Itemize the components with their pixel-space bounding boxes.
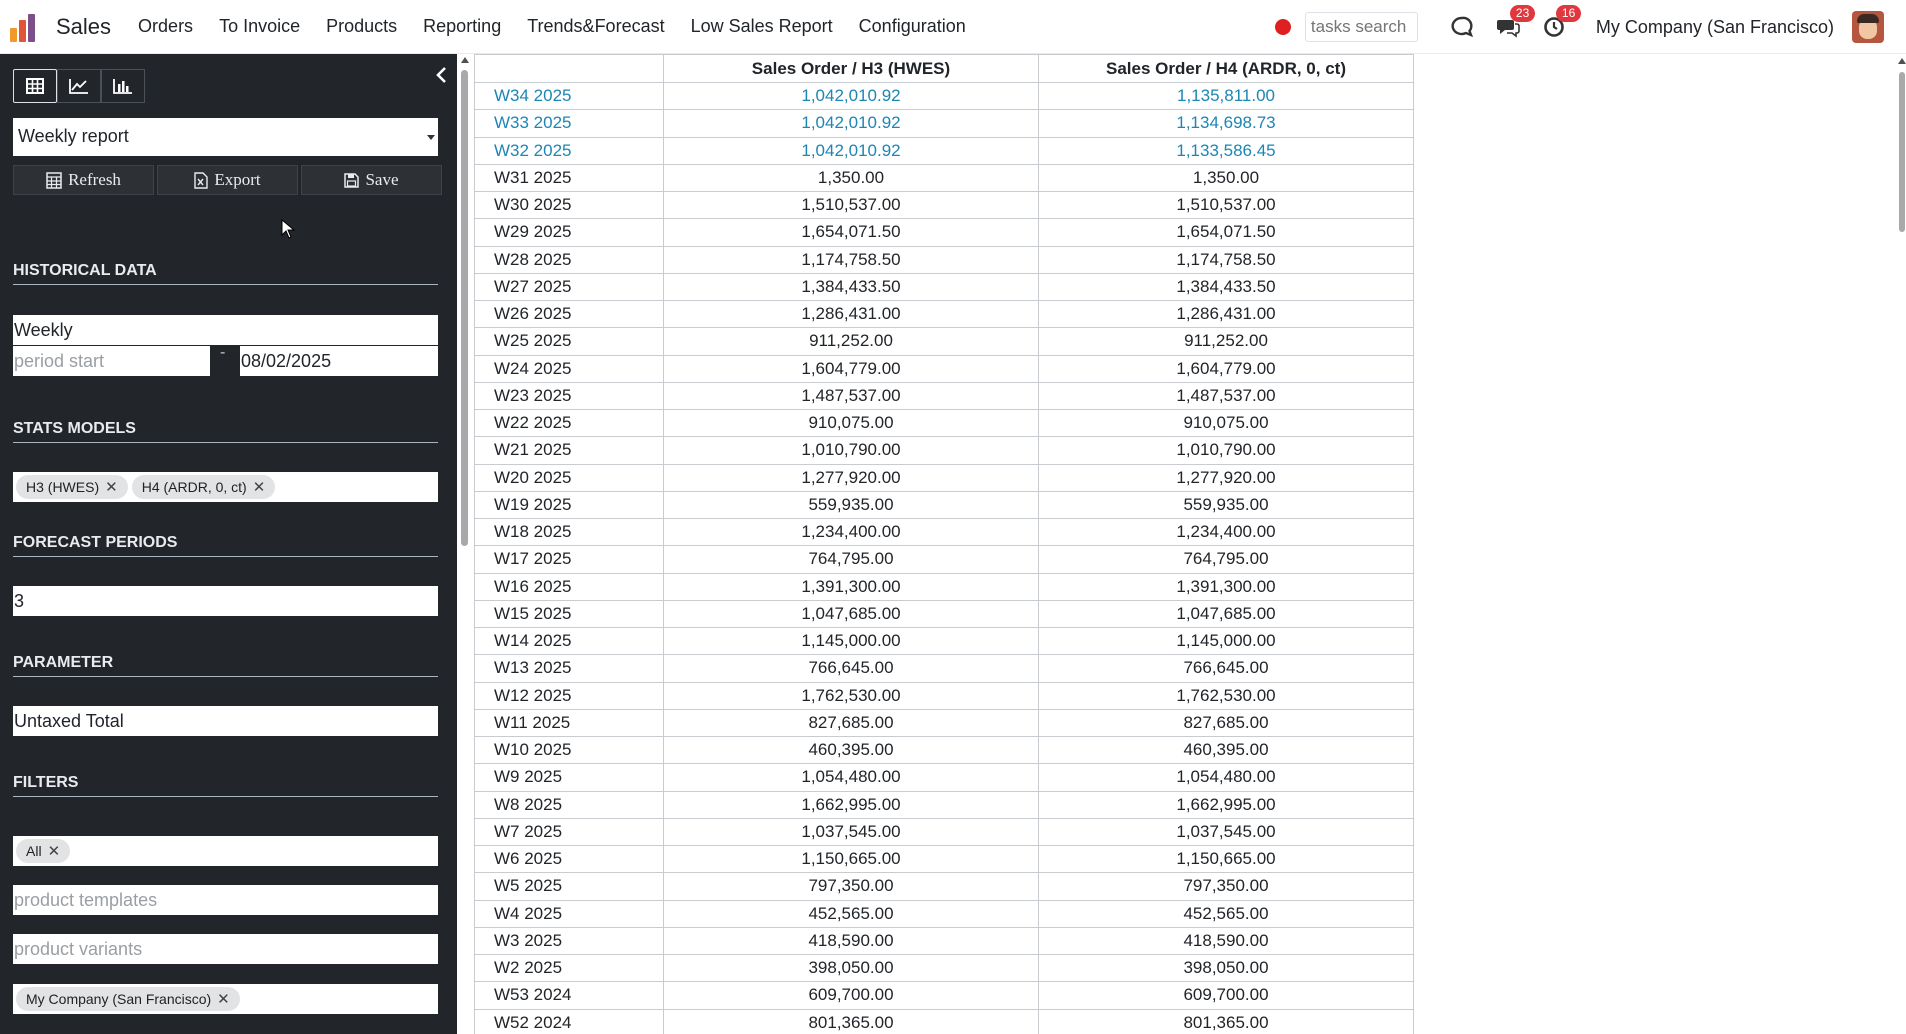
period-end-input[interactable]: 08/02/2025 bbox=[240, 346, 438, 376]
messages-count-badge: 23 bbox=[1510, 5, 1535, 22]
h3-value-cell: 1,042,010.92 bbox=[664, 137, 1039, 164]
bar-chart-icon bbox=[113, 78, 133, 94]
h3-value-cell: 1,662,995.00 bbox=[664, 791, 1039, 818]
table-view-button[interactable] bbox=[13, 69, 57, 103]
column-header-h3[interactable]: Sales Order / H3 (HWES) bbox=[664, 55, 1039, 83]
h3-value-cell: 1,042,010.92 bbox=[664, 83, 1039, 110]
table-row[interactable] bbox=[475, 192, 1414, 219]
table-row[interactable] bbox=[475, 737, 1414, 764]
page-scrollbar[interactable] bbox=[1898, 54, 1906, 1034]
h3-value-cell: 452,565.00 bbox=[664, 900, 1039, 927]
menu-reporting[interactable]: Reporting bbox=[423, 16, 502, 36]
h4-value-cell: 1,174,758.50 bbox=[1039, 246, 1414, 273]
report-sidebar bbox=[0, 54, 457, 1034]
table-row[interactable] bbox=[475, 791, 1414, 818]
table-row[interactable] bbox=[475, 519, 1414, 546]
period-cell: W14 2025 bbox=[475, 628, 664, 655]
h3-value-cell: 910,075.00 bbox=[664, 410, 1039, 437]
h3-value-cell: 398,050.00 bbox=[664, 955, 1039, 982]
h4-value-cell: 1,145,000.00 bbox=[1039, 628, 1414, 655]
table-icon bbox=[26, 78, 44, 94]
menu-products[interactable]: Products bbox=[326, 16, 398, 36]
h3-value-cell: 559,935.00 bbox=[664, 491, 1039, 518]
table-row[interactable] bbox=[475, 628, 1414, 655]
table-row[interactable] bbox=[475, 955, 1414, 982]
messages-icon[interactable] bbox=[1494, 6, 1530, 41]
h4-value-cell: 1,487,537.00 bbox=[1039, 382, 1414, 409]
h4-value-cell: 1,762,530.00 bbox=[1039, 682, 1414, 709]
period-cell: W32 2025 bbox=[475, 137, 664, 164]
report-select-value: Weekly report bbox=[18, 126, 129, 146]
h3-value-cell: 911,252.00 bbox=[664, 328, 1039, 355]
period-cell: W15 2025 bbox=[475, 600, 664, 627]
table-row[interactable] bbox=[475, 709, 1414, 736]
period-cell: W28 2025 bbox=[475, 246, 664, 273]
save-label: Save bbox=[365, 170, 399, 189]
remove-tag-icon[interactable]: ✕ bbox=[47, 843, 61, 860]
table-row[interactable] bbox=[475, 83, 1414, 110]
h4-value-cell: 452,565.00 bbox=[1039, 900, 1414, 927]
period-cell: W20 2025 bbox=[475, 464, 664, 491]
h4-value-cell: 801,365.00 bbox=[1039, 1009, 1414, 1034]
period-cell: W53 2024 bbox=[475, 982, 664, 1009]
forecast-table bbox=[474, 54, 1414, 1034]
view-switcher bbox=[13, 69, 145, 103]
table-row[interactable] bbox=[475, 573, 1414, 600]
period-cell: W6 2025 bbox=[475, 846, 664, 873]
table-row[interactable] bbox=[475, 137, 1414, 164]
period-cell: W52 2024 bbox=[475, 1009, 664, 1034]
h4-value-cell: 1,277,920.00 bbox=[1039, 464, 1414, 491]
filters-heading: FILTERS bbox=[13, 774, 438, 797]
h4-value-cell: 1,391,300.00 bbox=[1039, 573, 1414, 600]
page-scrollbar-thumb[interactable] bbox=[1899, 72, 1905, 232]
h4-value-cell: 827,685.00 bbox=[1039, 709, 1414, 736]
period-cell: W26 2025 bbox=[475, 301, 664, 328]
menu-to-invoice[interactable]: To Invoice bbox=[219, 16, 301, 36]
table-row[interactable] bbox=[475, 410, 1414, 437]
h4-value-cell: 1,037,545.00 bbox=[1039, 818, 1414, 845]
table-row[interactable] bbox=[475, 246, 1414, 273]
period-cell: W10 2025 bbox=[475, 737, 664, 764]
user-avatar[interactable] bbox=[1852, 11, 1884, 43]
filter-tags-field[interactable] bbox=[13, 836, 438, 866]
period-cell: W16 2025 bbox=[475, 573, 664, 600]
table-row[interactable] bbox=[475, 110, 1414, 137]
h4-value-cell: 1,054,480.00 bbox=[1039, 764, 1414, 791]
h3-value-cell: 1,277,920.00 bbox=[664, 464, 1039, 491]
table-row[interactable] bbox=[475, 301, 1414, 328]
chevron-down-icon bbox=[427, 135, 435, 140]
remove-tag-icon[interactable]: ✕ bbox=[105, 479, 118, 496]
company-tag-label: My Company (San Francisco) bbox=[26, 991, 212, 1007]
h3-value-cell: 1,604,779.00 bbox=[664, 355, 1039, 382]
h3-value-cell: 1,510,537.00 bbox=[664, 192, 1039, 219]
model-tag-label: H4 (ARDR, 0, ct) bbox=[141, 479, 247, 495]
menu-trends-forecast[interactable]: Trends&Forecast bbox=[527, 16, 665, 36]
collapse-sidebar-icon[interactable] bbox=[434, 66, 450, 86]
table-row[interactable] bbox=[475, 764, 1414, 791]
period-cell: W12 2025 bbox=[475, 682, 664, 709]
h3-value-cell: 1,037,545.00 bbox=[664, 818, 1039, 845]
export-label: Export bbox=[214, 170, 261, 189]
h4-value-cell: 1,135,811.00 bbox=[1039, 83, 1414, 110]
filter-tag bbox=[16, 839, 70, 863]
tasks-search-input[interactable] bbox=[1305, 12, 1418, 42]
h4-value-cell: 766,645.00 bbox=[1039, 655, 1414, 682]
filter-tag-label: All bbox=[26, 843, 42, 859]
calculator-icon bbox=[46, 172, 62, 189]
app-name[interactable]: Sales bbox=[56, 13, 112, 39]
activity-clock-icon[interactable] bbox=[1540, 6, 1576, 41]
line-chart-icon bbox=[69, 78, 89, 94]
column-header-period bbox=[475, 55, 664, 83]
model-tag bbox=[16, 475, 128, 499]
h4-value-cell: 559,935.00 bbox=[1039, 491, 1414, 518]
table-row[interactable] bbox=[475, 491, 1414, 518]
h3-value-cell: 418,590.00 bbox=[664, 927, 1039, 954]
h4-value-cell: 1,150,665.00 bbox=[1039, 846, 1414, 873]
h4-value-cell: 1,134,698.73 bbox=[1039, 110, 1414, 137]
model-tag-label: H3 (HWES) bbox=[26, 479, 100, 495]
h3-value-cell: 1,286,431.00 bbox=[664, 301, 1039, 328]
h4-value-cell: 1,384,433.50 bbox=[1039, 273, 1414, 300]
h3-value-cell: 764,795.00 bbox=[664, 546, 1039, 573]
table-row[interactable] bbox=[475, 818, 1414, 845]
h4-value-cell: 1,510,537.00 bbox=[1039, 192, 1414, 219]
scroll-up-arrow-icon[interactable] bbox=[1898, 58, 1906, 64]
mouse-cursor-icon bbox=[281, 219, 295, 239]
h3-value-cell: 1,234,400.00 bbox=[664, 519, 1039, 546]
h3-value-cell: 801,365.00 bbox=[664, 1009, 1039, 1034]
company-tag bbox=[16, 987, 240, 1011]
h4-value-cell: 609,700.00 bbox=[1039, 982, 1414, 1009]
table-row[interactable] bbox=[475, 437, 1414, 464]
h3-value-cell: 1,762,530.00 bbox=[664, 682, 1039, 709]
refresh-button[interactable] bbox=[13, 165, 154, 195]
period-cell: W30 2025 bbox=[475, 192, 664, 219]
h3-value-cell: 1,174,758.50 bbox=[664, 246, 1039, 273]
h3-value-cell: 1,384,433.50 bbox=[664, 273, 1039, 300]
period-cell: W9 2025 bbox=[475, 764, 664, 791]
period-cell: W3 2025 bbox=[475, 927, 664, 954]
table-row[interactable] bbox=[475, 164, 1414, 191]
table-row[interactable] bbox=[475, 846, 1414, 873]
table-row[interactable] bbox=[475, 273, 1414, 300]
period-cell: W34 2025 bbox=[475, 83, 664, 110]
period-cell: W22 2025 bbox=[475, 410, 664, 437]
h4-value-cell: 460,395.00 bbox=[1039, 737, 1414, 764]
period-cell: W4 2025 bbox=[475, 900, 664, 927]
table-row[interactable] bbox=[475, 355, 1414, 382]
excel-file-icon bbox=[194, 172, 208, 189]
period-cell: W23 2025 bbox=[475, 382, 664, 409]
table-row[interactable] bbox=[475, 328, 1414, 355]
period-cell: W19 2025 bbox=[475, 491, 664, 518]
refresh-label: Refresh bbox=[68, 170, 121, 189]
table-row[interactable] bbox=[475, 600, 1414, 627]
table-row[interactable] bbox=[475, 982, 1414, 1009]
h4-value-cell: 1,604,779.00 bbox=[1039, 355, 1414, 382]
h3-value-cell: 1,047,685.00 bbox=[664, 600, 1039, 627]
bar-chart-view-button[interactable] bbox=[101, 69, 145, 103]
h3-value-cell: 1,042,010.92 bbox=[664, 110, 1039, 137]
model-tag bbox=[132, 475, 276, 499]
scroll-up-arrow-icon[interactable] bbox=[461, 57, 469, 63]
h4-value-cell: 911,252.00 bbox=[1039, 328, 1414, 355]
top-navbar bbox=[0, 0, 1906, 54]
product-templates-input[interactable]: product templates bbox=[13, 885, 438, 915]
h3-value-cell: 1,654,071.50 bbox=[664, 219, 1039, 246]
h4-value-cell: 418,590.00 bbox=[1039, 927, 1414, 954]
line-chart-view-button[interactable] bbox=[57, 69, 101, 103]
h3-value-cell: 827,685.00 bbox=[664, 709, 1039, 736]
forecast-periods-input[interactable]: 3 bbox=[13, 586, 438, 616]
period-cell: W18 2025 bbox=[475, 519, 664, 546]
h3-value-cell: 1,145,000.00 bbox=[664, 628, 1039, 655]
h4-value-cell: 1,350.00 bbox=[1039, 164, 1414, 191]
sidebar-scrollbar-thumb[interactable] bbox=[461, 70, 468, 546]
h4-value-cell: 1,133,586.45 bbox=[1039, 137, 1414, 164]
h4-value-cell: 1,047,685.00 bbox=[1039, 600, 1414, 627]
period-cell: W24 2025 bbox=[475, 355, 664, 382]
forecast-periods-heading: FORECAST PERIODS bbox=[13, 534, 438, 557]
h4-value-cell: 910,075.00 bbox=[1039, 410, 1414, 437]
table-row[interactable] bbox=[475, 682, 1414, 709]
h3-value-cell: 1,150,665.00 bbox=[664, 846, 1039, 873]
table-row[interactable] bbox=[475, 873, 1414, 900]
remove-tag-icon[interactable]: ✕ bbox=[217, 991, 230, 1008]
h4-value-cell: 1,286,431.00 bbox=[1039, 301, 1414, 328]
period-cell: W2 2025 bbox=[475, 955, 664, 982]
menu-configuration[interactable]: Configuration bbox=[858, 16, 966, 36]
h3-value-cell: 766,645.00 bbox=[664, 655, 1039, 682]
period-cell: W25 2025 bbox=[475, 328, 664, 355]
period-cell: W13 2025 bbox=[475, 655, 664, 682]
h3-value-cell: 609,700.00 bbox=[664, 982, 1039, 1009]
table-row[interactable] bbox=[475, 382, 1414, 409]
h3-value-cell: 1,350.00 bbox=[664, 164, 1039, 191]
table-row[interactable] bbox=[475, 1009, 1414, 1034]
period-cell: W21 2025 bbox=[475, 437, 664, 464]
company-switcher[interactable]: My Company (San Francisco) bbox=[1595, 16, 1834, 37]
period-range-dash: - bbox=[220, 344, 226, 361]
period-cell: W31 2025 bbox=[475, 164, 664, 191]
company-tags-field[interactable] bbox=[13, 984, 438, 1014]
floppy-disk-icon bbox=[344, 173, 359, 188]
h4-value-cell: 764,795.00 bbox=[1039, 546, 1414, 573]
h4-value-cell: 1,234,400.00 bbox=[1039, 519, 1414, 546]
period-type-select[interactable]: Weekly bbox=[13, 315, 438, 345]
h3-value-cell: 1,391,300.00 bbox=[664, 573, 1039, 600]
product-variants-input[interactable]: product variants bbox=[13, 934, 438, 964]
h4-value-cell: 797,350.00 bbox=[1039, 873, 1414, 900]
table-body bbox=[475, 83, 1414, 1034]
h3-value-cell: 1,054,480.00 bbox=[664, 764, 1039, 791]
menu-low-sales-report[interactable]: Low Sales Report bbox=[690, 16, 833, 36]
sidebar-scrollbar[interactable] bbox=[459, 54, 470, 1034]
table-row[interactable] bbox=[475, 546, 1414, 573]
activities-count-badge: 16 bbox=[1556, 5, 1581, 22]
table-row[interactable] bbox=[475, 900, 1414, 927]
h3-value-cell: 1,010,790.00 bbox=[664, 437, 1039, 464]
record-dot-icon[interactable] bbox=[1275, 19, 1291, 35]
period-cell: W8 2025 bbox=[475, 791, 664, 818]
h3-value-cell: 797,350.00 bbox=[664, 873, 1039, 900]
forecast-table-container bbox=[474, 54, 1413, 1034]
chat-bubble-icon[interactable] bbox=[1448, 13, 1476, 41]
h4-value-cell: 1,662,995.00 bbox=[1039, 791, 1414, 818]
period-cell: W29 2025 bbox=[475, 219, 664, 246]
period-cell: W17 2025 bbox=[475, 546, 664, 573]
period-cell: W33 2025 bbox=[475, 110, 664, 137]
table-row[interactable] bbox=[475, 464, 1414, 491]
stats-models-heading: STATS MODELS bbox=[13, 420, 438, 443]
historical-data-heading: HISTORICAL DATA bbox=[13, 262, 438, 285]
export-button[interactable] bbox=[157, 165, 298, 195]
menu-orders[interactable]: Orders bbox=[138, 16, 194, 36]
save-button[interactable] bbox=[301, 165, 442, 195]
table-row[interactable] bbox=[475, 927, 1414, 954]
h4-value-cell: 1,654,071.50 bbox=[1039, 219, 1414, 246]
report-actions bbox=[13, 165, 442, 195]
table-header-row bbox=[475, 55, 1414, 83]
period-cell: W27 2025 bbox=[475, 273, 664, 300]
parameter-heading: PARAMETER bbox=[13, 654, 438, 677]
h4-value-cell: 398,050.00 bbox=[1039, 955, 1414, 982]
h3-value-cell: 460,395.00 bbox=[664, 737, 1039, 764]
period-cell: W11 2025 bbox=[475, 709, 664, 736]
report-select[interactable] bbox=[13, 118, 438, 156]
h3-value-cell: 1,487,537.00 bbox=[664, 382, 1039, 409]
navbar-systray bbox=[1275, 0, 1906, 54]
column-header-h4[interactable]: Sales Order / H4 (ARDR, 0, ct) bbox=[1039, 55, 1414, 83]
period-start-input[interactable]: period start bbox=[13, 346, 210, 376]
app-logo-icon[interactable] bbox=[10, 12, 40, 42]
period-cell: W5 2025 bbox=[475, 873, 664, 900]
table-row[interactable] bbox=[475, 219, 1414, 246]
remove-tag-icon[interactable]: ✕ bbox=[252, 479, 266, 496]
parameter-select[interactable]: Untaxed Total bbox=[13, 706, 438, 736]
period-cell: W7 2025 bbox=[475, 818, 664, 845]
table-row[interactable] bbox=[475, 655, 1414, 682]
stats-models-field[interactable] bbox=[13, 472, 438, 502]
h4-value-cell: 1,010,790.00 bbox=[1039, 437, 1414, 464]
